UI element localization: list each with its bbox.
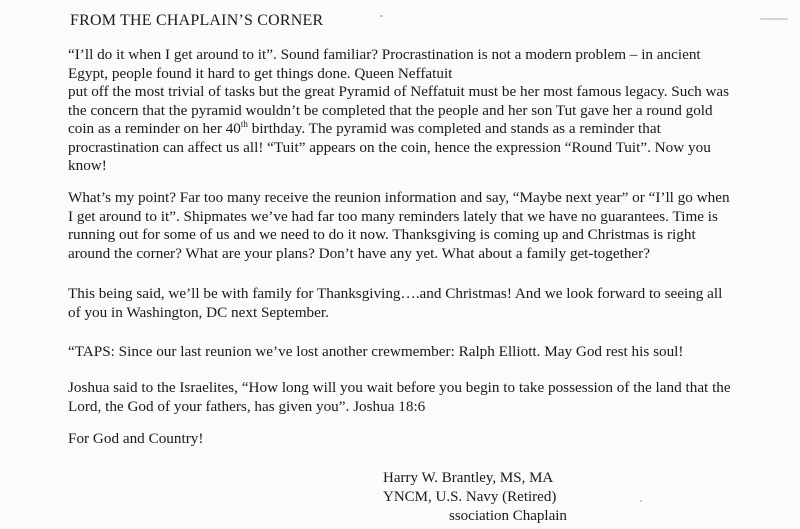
text-line: put off the most trivial of tasks but the great Pyramid of Neffatuit must be her most famous legacy. Such was (68, 83, 730, 100)
paragraph-taps (68, 343, 768, 362)
signature-rank: YNCM, U.S. Navy (Retired) (383, 489, 557, 505)
ordinal-suffix: th (240, 119, 248, 129)
signature-name: Harry W. Brantley, MS, MA (383, 470, 554, 486)
text-line (68, 120, 768, 139)
page-title: FROM THE CHAPLAIN’S CORNER (70, 12, 324, 29)
paragraph-joshua (68, 379, 768, 416)
coin-line-start: coin as a reminder on her 40 (68, 120, 241, 137)
paragraph-reunion (68, 189, 768, 263)
text-line: Lord, the God of your fathers, has given you”. Joshua 18:6 (68, 397, 426, 415)
text-line: “I’ll do it when I get around to it”. Sound familiar? Procrastination is not a modern problem – in ancient (68, 46, 701, 63)
scan-artifact (380, 15, 383, 17)
signature-role: ssociation Chaplain (449, 508, 567, 524)
text-line: know! (68, 157, 107, 174)
text-line: running out for some of us and we need to do it now. Thanksgiving is coming up and Christmas is right (68, 226, 696, 243)
text-line: around the corner? What are your plans? Don’t have any yet. What about a family get-together? (68, 244, 650, 262)
scan-artifact (640, 500, 642, 502)
text-line: For God and Country! (68, 430, 204, 447)
scan-artifact (760, 18, 788, 20)
text-line: procrastination can affect us all! “Tuit” appears on the coin, hence the expression “Round Tuit”. Now you (68, 138, 711, 156)
coin-line-end: birthday. The pyramid was completed and stands as a reminder that (247, 120, 661, 137)
text-line: Joshua said to the Israelites, “How long will you wait before you begin to take possession of the land that the (68, 379, 731, 396)
text-line: the concern that the pyramid wouldn’t be completed that the people and her son Tut gave her a round gold (68, 101, 713, 119)
paragraph-family (68, 285, 768, 322)
text-line: What’s my point? Far too many receive the reunion information and say, “Maybe next year” or “I’ll go when (68, 189, 730, 206)
paragraph-procrastination (68, 46, 768, 176)
text-line: “TAPS: Since our last reunion we’ve lost another crewmember: Ralph Elliott. May God rest his soul! (68, 343, 684, 360)
text-line: Egypt, people found it hard to get things done. Queen Neffatuit (68, 64, 453, 82)
signature-block (383, 469, 567, 526)
text-line: This being said, we’ll be with family for Thanksgiving….and Christmas! And we look forward to seeing all (68, 285, 723, 302)
text-line: of you in Washington, DC next September. (68, 303, 329, 321)
paragraph-closing (68, 430, 768, 449)
text-line: I get around to it”. Shipmates we’ve had far too many reminders lately that we have no guarantees. Time is (68, 207, 718, 225)
